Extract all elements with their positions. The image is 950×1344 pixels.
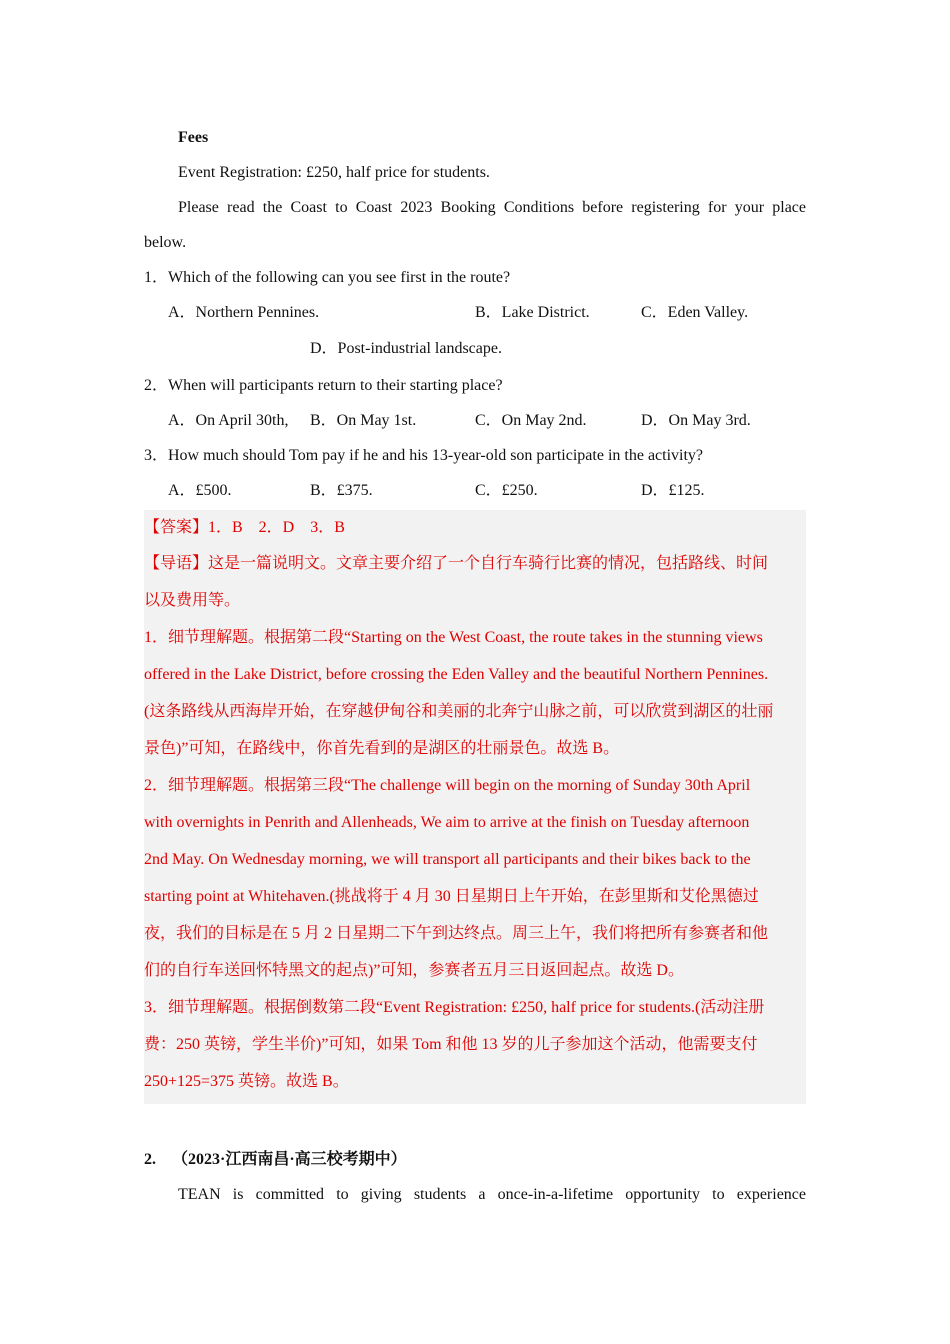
- explain-1-line-4: 景色)”可知，在路线中，你首先看到的是湖区的壮丽景色。故选 B。: [144, 740, 620, 757]
- explain-2-line-5: 夜，我们的目标是在 5 月 2 日星期二下午到达终点。周三上午，我们将把所有参赛者和他: [144, 925, 769, 942]
- fees-registration: Event Registration: £250, half price for students.: [178, 164, 490, 181]
- q3-option-a: A．£500.: [168, 482, 232, 499]
- explain-2-line-4: starting point at Whitehaven.(挑战将于 4 月 30 日星期日上午开始，在彭里斯和艾伦黑德过: [144, 888, 759, 905]
- question-3: 3．How much should Tom pay if he and his 13-year-old son participate in the activity?: [144, 447, 704, 464]
- fees-booking-line-1: Please read the Coast to Coast 2023 Booking Conditions before registering for your place: [178, 199, 806, 216]
- section-2-source: （2023·江西南昌·高三校考期中）: [172, 1151, 407, 1168]
- explain-2-line-6: 们的自行车送回怀特黑文的起点)”可知，参赛者五月三日返回起点。故选 D。: [144, 962, 684, 979]
- question-2-options: [144, 403, 806, 438]
- question-1-options: [144, 295, 806, 330]
- q3-option-b: B．£375.: [310, 482, 373, 499]
- q1-option-c: C．Eden Valley.: [641, 304, 749, 321]
- q3-option-d: D．£125.: [641, 482, 705, 499]
- fees-heading: Fees: [178, 129, 209, 146]
- explain-1-line-2: offered in the Lake District, before crossing the Eden Valley and the beautiful Northern Pennines.: [144, 666, 769, 683]
- q1-option-a: A．Northern Pennines.: [168, 304, 320, 321]
- intro-line-2: 以及费用等。: [144, 592, 241, 609]
- page-content: [144, 120, 806, 1212]
- q3-option-c: C．£250.: [475, 482, 538, 499]
- q2-option-b: B．On May 1st.: [310, 412, 417, 429]
- explain-2-line-1: 2．细节理解题。根据第三段“The challenge will begin on the morning of Sunday 30th April: [144, 777, 751, 794]
- question-2: 2．When will participants return to their starting place?: [144, 377, 503, 394]
- section-2: [144, 1142, 806, 1212]
- question-3-options: [144, 473, 806, 508]
- q2-option-a: A．On April 30th,: [168, 412, 289, 429]
- fees-booking-line-2: below.: [144, 234, 187, 251]
- section-2-number: 2.: [144, 1151, 156, 1168]
- section-2-text: TEAN is committed to giving students a once-in-a-lifetime opportunity to experience: [178, 1186, 806, 1203]
- answer-key: 【答案】1．B 2．D 3．B: [144, 519, 345, 536]
- q2-option-d: D．On May 3rd.: [641, 412, 751, 429]
- explain-3-line-2: 费：250 英镑，学生半价)”可知，如果 Tom 和他 13 岁的儿子参加这个活动，他需要支付: [144, 1036, 758, 1053]
- explain-3-line-1: 3．细节理解题。根据倒数第二段“Event Registration: £250, half price for students.(活动注册: [144, 999, 765, 1016]
- explain-3-line-3: 250+125=375 英镑。故选 B。: [144, 1073, 349, 1090]
- q2-option-c: C．On May 2nd.: [475, 412, 587, 429]
- question-1: 1．Which of the following can you see first in the route?: [144, 269, 511, 286]
- section-2-header: [144, 1142, 806, 1177]
- explain-1-line-3: (这条路线从西海岸开始，在穿越伊甸谷和美丽的北奔宁山脉之前，可以欣赏到湖区的壮丽: [144, 703, 774, 720]
- explain-2-line-2: with overnights in Penrith and Allenheads, We aim to arrive at the finish on Tuesday afternoon: [144, 814, 750, 831]
- intro-line-1: 【导语】这是一篇说明文。文章主要介绍了一个自行车骑行比赛的情况，包括路线、时间: [144, 555, 769, 572]
- explain-2-line-3: 2nd May. On Wednesday morning, we will transport all participants and their bikes back to the: [144, 851, 751, 868]
- q1-option-b: B．Lake District.: [475, 304, 590, 321]
- answer-explanation-box: [144, 510, 806, 1104]
- q1-option-d: D．Post-industrial landscape.: [310, 340, 502, 357]
- explain-1-line-1: 1．细节理解题。根据第二段“Starting on the West Coast, the route takes in the stunning views: [144, 629, 763, 646]
- question-1-options-row-2: [144, 330, 806, 368]
